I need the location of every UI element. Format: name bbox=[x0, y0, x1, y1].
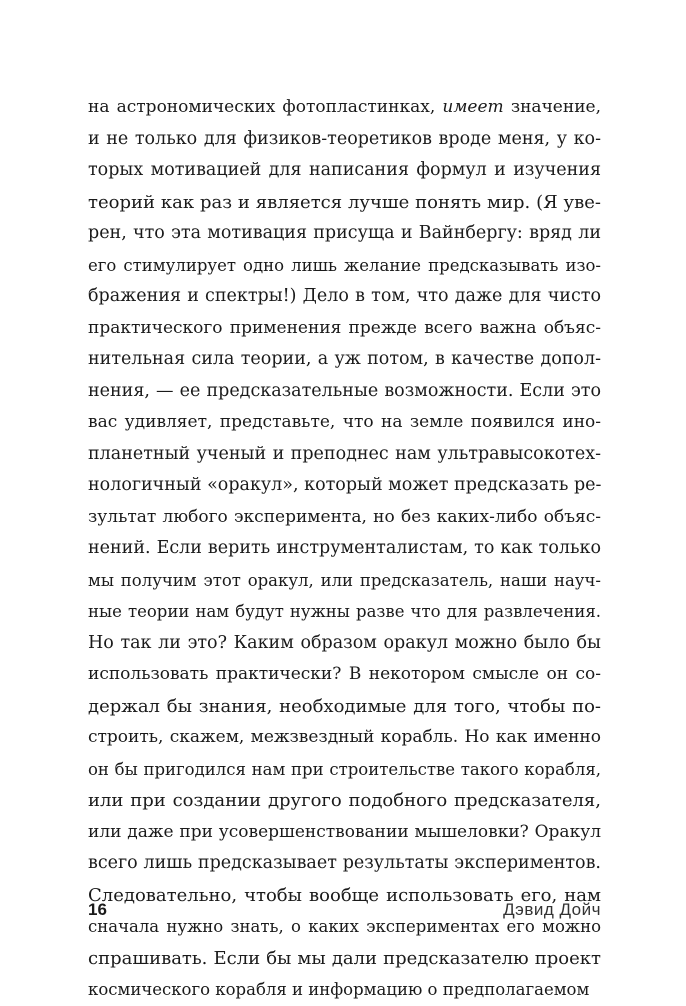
text-line: или при создании другого подобного предсказателя, bbox=[88, 790, 601, 811]
text-line: теорий как раз и является лучше понять мир. (Я уве- bbox=[88, 191, 601, 213]
text-line: на астрономических фотопластинках, имеет значение, bbox=[88, 97, 601, 117]
text-line: использовать практически? В некотором смысле он со- bbox=[88, 664, 601, 684]
text-line: мы получим этот оракул, или предсказатель, наши науч- bbox=[88, 570, 601, 590]
text-line: вас удивляет, представьте, что на земле появился ино- bbox=[88, 412, 601, 432]
page-number: 16 bbox=[88, 900, 107, 919]
text-line: нологичный «оракул», который может предсказать ре- bbox=[88, 475, 602, 495]
text-line: нительная сила теории, а уж потом, в качестве допол- bbox=[88, 349, 601, 369]
running-header-author: Дэвид Дойч bbox=[503, 900, 601, 919]
text-line: спрашивать. Если бы мы дали предсказателю проект bbox=[88, 947, 601, 969]
text-line: Следовательно, чтобы вообще использовать его, нам bbox=[88, 884, 601, 906]
body-text bbox=[88, 92, 601, 1006]
text-line: ные теории нам будут нужны разве что для развлечения. bbox=[88, 602, 601, 621]
text-line: практического применения прежде всего важна объяс- bbox=[88, 317, 601, 338]
text-line: и не только для физиков-теоретиков вроде меня, у ко- bbox=[88, 128, 601, 149]
text-line: планетный ученый и преподнес нам ультравысокотех- bbox=[88, 443, 601, 464]
text-line: сначала нужно знать, о каких экспериментах его можно bbox=[88, 917, 601, 936]
text-line: нения, — ее предсказательные возможности. Если это bbox=[88, 380, 601, 401]
text-line: его стимулирует одно лишь желание предсказывать изо- bbox=[88, 255, 601, 275]
text-line: нений. Если верить инструменталистам, то как только bbox=[88, 538, 601, 558]
text-line: держал бы знания, необходимые для того, чтобы по- bbox=[88, 695, 601, 717]
text-line: всего лишь предсказывает результаты экспериментов. bbox=[88, 853, 601, 873]
text-line: космического корабля и информацию о предполагаемом bbox=[88, 980, 590, 999]
text-line: он бы пригодился нам при строительстве такого корабля, bbox=[88, 759, 601, 779]
text-line: бражения и спектры!) Дело в том, что даже для чисто bbox=[88, 286, 601, 306]
text-line: строить, скажем, межзвездный корабль. Но как именно bbox=[88, 727, 601, 747]
text-line: зультат любого эксперимента, но без каких-либо объяс- bbox=[88, 506, 601, 527]
text-line: рен, что эта мотивация присуща и Вайнбергу: вряд ли bbox=[88, 223, 601, 243]
text-line: Но так ли это? Каким образом оракул можно было бы bbox=[88, 632, 601, 653]
emphasis-word: имеет bbox=[442, 97, 504, 117]
page-footer bbox=[88, 900, 601, 926]
text-line: торых мотивацией для написания формул и изучения bbox=[88, 160, 601, 180]
text-line: или даже при усовершенствовании мышеловки? Оракул bbox=[88, 821, 601, 842]
